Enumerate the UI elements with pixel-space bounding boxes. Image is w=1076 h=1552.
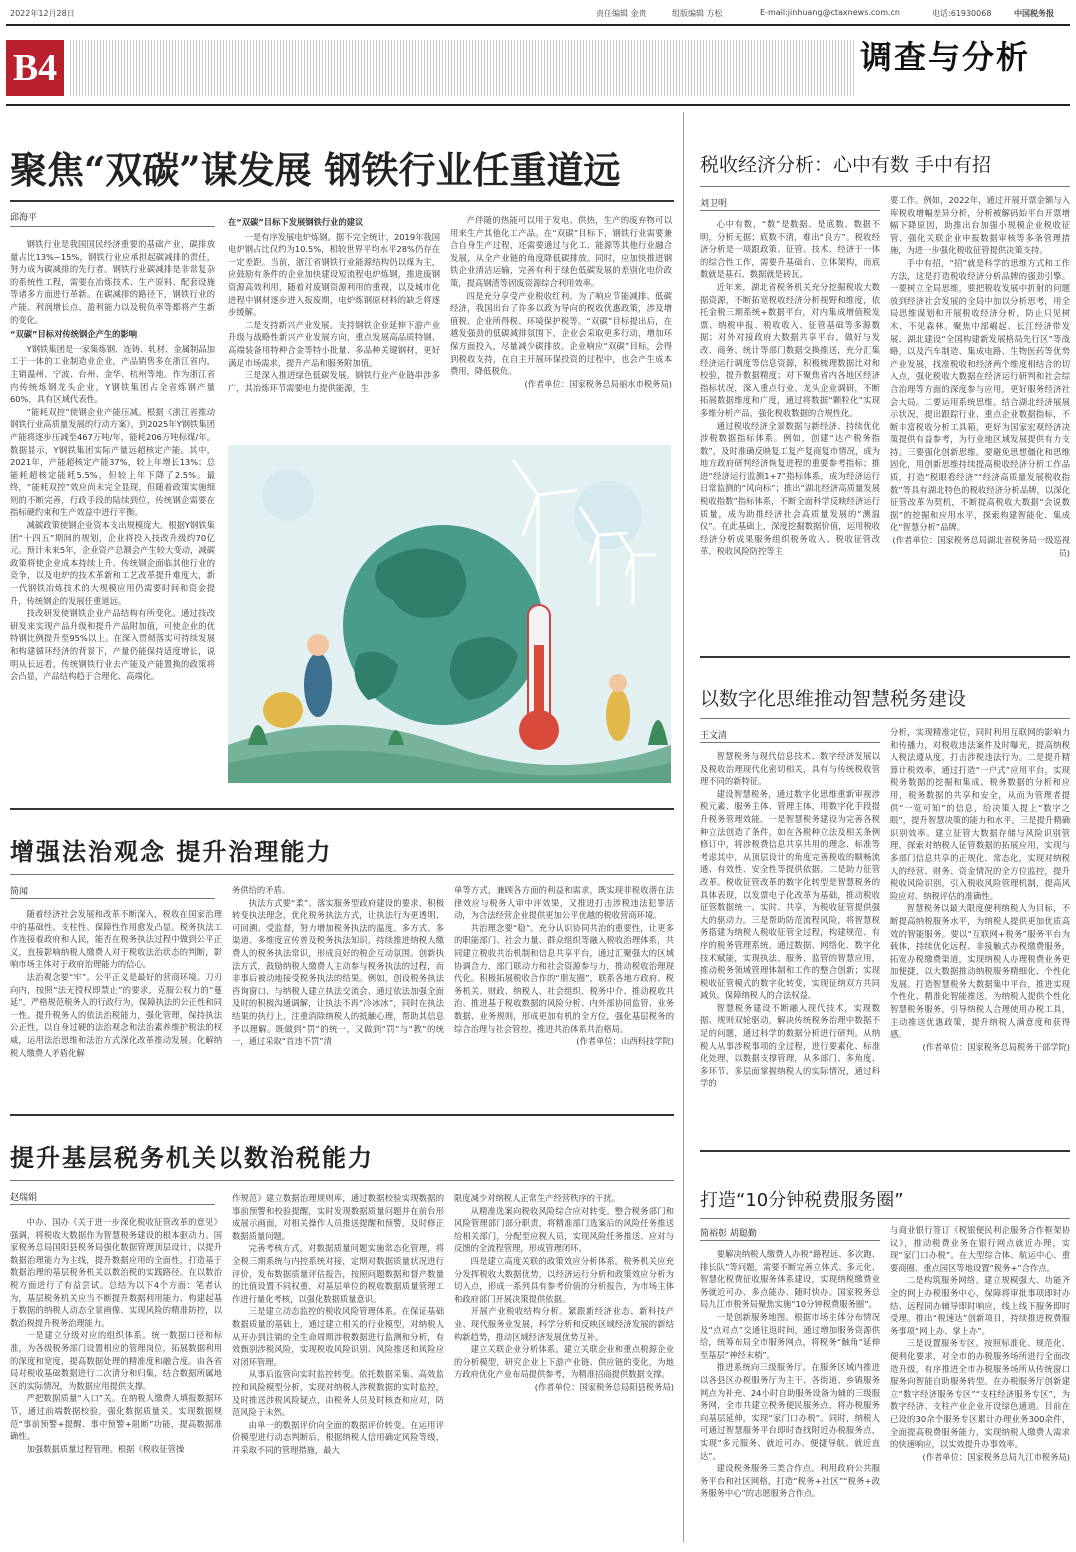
article5-author: 王文清 <box>700 731 728 741</box>
paragraph: 四是建立高度关联的政策效应分析体系。税务机关应充分发挥税收大数据优势，以经济运行分析和政策效应分析为切入点，形成一系列具有参考价值的分析报告，为市场主体和政府部门开展决策提供依据。 <box>454 1255 674 1304</box>
article6-col1 <box>700 1248 880 1546</box>
paragraph: 手中有招，“招”就是科学的思维方式和工作方法，这是打造税收经济分析品牌的强劲引擎。一要树立全局思维，要把税收发展中折射的问题放到经济社会发展的全局中加以分析思考，用全局思维谋划和开展税收经济分析，防止只见树木、不见森林。聚焦中部崛起、长江经济带发展、湖北建设“全国构建新发展格局先行区”等战略，以及汽车制造、集成电路、生物医药等优势产业发展，找准税收和经济两个维度相结合的切入点，强化税收大数据在经济运行研判和社会综合治理等方面的深度参与应用，更好服务经济社会大局。二要运用系统思维。结合湖北经济展展示状况，提出跟踪行业、重点企业数据指标，不断丰富税收分析工具箱，更好为国家宏观经济决策提供有益参考，为行业地区域发展提供有力支持。三要强化创新思维。要避免思想僵化和思维固化，用创新思维持续提高税收经济分析工作品质，打造“税眼看经济”“经济高质量发展税收指数”等具有湖北特色的税收经济分析品牌，以深化征管改革为契机，不断提高税收大数据“会说数据”的挖掘和应用水平，探索构建智能化、集成化“智慧分析”品牌。 <box>890 257 1070 533</box>
paragraph: 要工作。例如，2022年，通过开展开票金额与入库税收增幅差异分析，分析被解码始平台开票增幅下降原因，助推出台加强小规模企业税收征管、强化关联企业申报数据审核等多条管理措施，为进一步强化税收征管提供决策支持。 <box>890 195 1070 256</box>
paragraph: 从事后监管向实时监控转变。依托数据采集、高效监控和风险模型分析，实现对纳税人涉税数据的实时监控，及时推送涉税风险疑点，由税务人员及时核查和应对，防范风险于未然。 <box>232 1369 444 1418</box>
article4-title-rule <box>700 186 1070 187</box>
paragraph: 建设智慧税务，通过数字化思维重新审视涉税元素、服务主体、管理主体，用数字化手段提升税务管理效能。一是智慧税务建设为完善各税种立法创造了条件，如在各税种立法及相关条例修订中，将涉税费信息共享共用的理念、标准等考虑其中，从顶层设计的角度完善税收的顺畅流通、有效性、安全性等提供依据。二是助力征管改革。税收征管改革的数字化转型是智慧税务的具体表现，以发票电子化改革为基础，推动税收征管数据统一、实时、共享，为税收征管提供强大的驱动力。三是帮助防范流程风险，将智慧税务搭建为纳税人税收征管全过程，构建规范、有序的税务管理系统。通过数据、网络化、数字化技术赋能，实现执法、服务、监管的智慧应用，推动税务领域管理体制和工作的整合创新；实现税收征管模式的数字化转变，实现征纳双方共同减负，保障纳税人的合法权益。 <box>700 788 880 1001</box>
article3-title-rule <box>10 1180 674 1181</box>
section-rule <box>10 808 674 810</box>
author-rule <box>10 898 215 899</box>
paragraph: 作规范》建立数据治理规则库，通过数据校验实现数据的事前预警和校验提醒，实时发现数据质量问题并在前台形成展示画面，对相关操作人员推送提醒和预警，及时修正数据质量问题。 <box>232 1193 444 1241</box>
paragraph: 一是创新服务地图。根据市场主体分布情况及“点对点”交通往返时间，通过增加服务资源供给，统筹布局全市服务网点，将税务“触角”延伸至基层“神经末梢”。 <box>700 1311 880 1360</box>
column-divider <box>683 112 684 1542</box>
paragraph: Y钢铁集团是一家集炼钢、连铸、轧材、金属制品加工于一体的工业制造业企业，产品销售多在浙江省内，主销温州、宁波、台州、金华、杭州等地。作为浙江省内传统炼钢龙头企业，Y钢铁集团占全省炼钢产量60%，具有区域代表性。 <box>10 343 215 405</box>
article1-col1 <box>10 238 215 784</box>
paragraph: 智慧税务建设不断融入现代技术，实现数据、规则双轮驱动，解决传统税务治理中数据不足的问题，通过科学的数据分析进行研判。从纳税人从事涉税事项的全过程，进行要素化、标准化处理，以数据支撑管理，从多部门、多角度、多环节、多层面掌握纳税人的实际情况，通过科学的 <box>700 1002 880 1089</box>
article2-title: 增强法治观念 提升治理能力 <box>10 837 333 866</box>
article5-source: (作者单位：国家税务总局税务干部学院) <box>922 1041 1070 1052</box>
paragraph: 共治理念要“稳”。充分认识协同共治的重要性，让更多的职能部门、社会力量、群众组织等融入税收治理体系，共同建立税收共治机制和信息共享平台，通过汇聚强大的区域协调合力，部门联动力和社会资源参与力，推动税收治理现代化。积极拓展税收合作的“朋友圈”，联系各地方政府、税务机关、财政、纳税人、社会组织、税务中介、推动税收共治、推进基于税收数据的风险分析、内外部协同监管、业务数据、业务规则，形成更加有机的全方位，强化基层税务的综合治理与社会管控，推进共治体系共治格局。 <box>454 922 674 1034</box>
paragraph: “能耗双控”使钢企业产能压减。根据《浙江省推动钢铁行业高质量发展的行动方案》，到2025年Y钢铁集团产能将逐步压减至467万吨/年，能耗206万吨标煤/年。数据显示，Y钢铁集团实际产量远超核定产能。其中，2021年，产能超核定产能37%，较上年增长13%；总能耗超核定能耗5.5%，但较上年下降了2.5%。最终，“能耗双控”效应尚未完全显现，但随着政策实施细则的不断完善，行政手段的陆续到位，传统钢企需要在指标硬约束和生产效益中进行平衡。 <box>10 406 215 518</box>
header-email[interactable]: E-mail:jinhuang@ctaxnews.com.cn <box>760 8 900 17</box>
article2-col2 <box>232 884 444 1104</box>
paragraph: 单等方式，兼顾各方面的利益和需求，既实现非税收潜在法律效应与税务人审中评效果，又推进打击涉税违法犯罪活动，为合法经营企业提供更加公平优越的税收营商环境。 <box>454 885 674 921</box>
article5-col1 <box>700 750 880 1130</box>
author-rule <box>700 1240 880 1241</box>
article2-source: (作者单位：山西科技学院) <box>576 1036 674 1047</box>
paragraph: 产伴随的热能可以用于发电、供热，生产的废弃物可以用来生产其他化工产品。在“双碳”目标下，钢铁行业需要兼合自身生产过程，还需要通过与化工、能源等其他行业融合发展，从全产业链的角度降低碳排放。同时，应加快推进钢铁企业清洁运输，完善有利于绿色低碳发展的差别化电价政策，提高钢渣等固废资源综合利用效率。 <box>450 215 672 288</box>
paragraph: 推进系统向三级服务厅。在服务区域内推进以各县区办税服务厅为主干、各街道、乡镇服务网点为补充、24小时自助服务设备为辅的三级服务网，全市共建立税务便民服务点，将办税服务向基层延伸，实现“家门口办税”。同时，纳税人可通过智慧服务平台即时查找附近办税服务点，实现“多元服务、就近可办、便捷导航、就近直达”。 <box>700 1362 880 1461</box>
paragraph: 与商业银行签订《税银便民利企服务合作框架协议》，推动税费业务在银行网点就近办理，实现“家门口办税”。在大型综合体、航运中心、重要商圈、重点园区等地设置“税务+”合作点。 <box>890 1225 1070 1273</box>
header-editor: 责任编辑 金贵 <box>596 9 647 18</box>
paragraph: 通过税收经济全景数据与新经济、持续优化涉税数据指标体系。例如，创建“达产税务指数”，及时准确反映复工复产复商复市情况，成为地方政府研判经济恢复进程的重要参考指标；推进“经济运行监测1+7”指标体系，成为经济运行日常监测的“风向标”；推出“湖北经济高质量发展税收指数”指标体系，不断全面科学反映经济运行质量，成为助推经济社会高质量发展的“测温仪”。在此基础上，深度挖掘数据价值，运用税收经济分析成果服务组织税务收入、税收征管改革、税收风险防控等主 <box>700 420 880 557</box>
paragraph: 三是设置服务专区。按照标准化、规范化、便利化要求，对全市的办税服务场所进行全面改造升级，有序推进全市办税服务场所从传统窗口服务向智能自助服务转型。在办税服务厅创新建立“数字经济服务专区”“支柱经济服务专区”，为数字经济、支柱产业企业开设绿色通道。目前在已设的30余个服务专区累计办理业务300余件，全面提高税费服务能力，实现纳税人缴费人需求的快速响应，以实效提升办事效率。 <box>890 1338 1070 1450</box>
author-rule <box>10 1204 215 1205</box>
page-header <box>0 0 1076 22</box>
paragraph: 智慧税务与现代信息技术、数字经济发展以及税收治理现代化密切相关，具有与传统税收管理不同的新特征。 <box>700 751 880 787</box>
paragraph: 一是建立分级对应的组织体系。统一数据口径和标准，为各级税务部门设置相应的管理岗位，拓展数据利用的深度和宽度，提高数据处理的精准度和融合度。由各省局对税收基础数据进行二次清分和归集，结合数据所属地区的实际情况，为数据应用提供支撑。 <box>10 1330 222 1391</box>
paragraph: 建设税务服务三类合作点。利用政府公共服务平台和社区网格，打造“税务+社区”“税务+政务服务中心”的志愿服务合作点。 <box>700 1463 880 1499</box>
section-title: 调查与分析 <box>860 38 1031 76</box>
article3-col3 <box>454 1192 674 1546</box>
paragraph: 二是支持新兴产业发展。支持钢铁企业延伸下游产业升级与战略性新兴产业发展方向，重点发展高品质特钢、高端装备用特种合金等特小批量、多品种关键钢材，更好满足市场需求，提升产品和服务附加值。 <box>228 319 440 368</box>
header-paper-name: 中国税务报 <box>1014 9 1054 18</box>
article1-col3 <box>450 214 672 442</box>
section-rule <box>700 656 1070 658</box>
article4-col2 <box>890 194 1070 628</box>
paragraph: 心中有数，“数”是数据、是底数。数据不明，分析无据；底数不清，难出“良方”。税收经济分析是一项跟政策、征管、技术、经济于一体的综合性工作，需要升基础台、立体架构，而底数就是基石、数据就是砖瓦。 <box>700 219 880 280</box>
header-date: 2022年12月28日 <box>10 9 75 18</box>
header-designer: 组版编辑 方松 <box>672 9 723 18</box>
article6-title: 打造“10分钟税费服务圈” <box>700 1190 904 1211</box>
article1-source: (作者单位：国家税务总局丽水市税务局) <box>524 378 672 389</box>
article4-source: (作者单位：国家税务总局湖北省税务局一级巡视员) <box>892 535 1070 558</box>
article2-title-rule <box>10 874 674 875</box>
article1-title: 聚焦“双碳”谋发展 钢铁行业任重道远 <box>10 148 621 192</box>
article6-title-rule <box>700 1218 1070 1219</box>
paragraph: 智慧税务以最大限度便利纳税人为目标，不断提高纳税服务水平，为纳税人提供更加优质高效的智能服务。要以“互联网+税务”服务平台为载体，持续优化远程、非接触式办税缴费服务，拓宽办税缴费渠道，实现纳税人办理税费业务更加便捷，以大数据推动纳税服务精细化、个性化发展。打造智慧税务大数据集中平台，推进实现个性化、精准化智能推送，为纳税人提供个性化智慧税务服务，引导纳税人合理使用办税工具，主动推送优惠政策，提升纳税人满意度和获得感。 <box>890 903 1070 1040</box>
paragraph: 四是充分享受产业税收红利。为了响应节能减排、低碳经济，我国出台了许多以政为导向的税收优惠政策，涉及增值税、企业所得税、环境保护税等。“双碳”目标提出后，在越发强劲的低碳减排氛围下，企业会采取更多行动，增加环保方面投入，尽量减少碳排放。企业响应“双碳”目标，会得到税收支持，在自主开展环保投资的过程中，也会产生成本费用，降低税负。 <box>450 290 672 377</box>
subheading: 在“双碳”目标下发展钢铁行业的建议 <box>228 217 364 227</box>
paragraph: 近年来，湖北省税务机关充分挖掘税收大数据资源，不断拓宽税收经济分析视野和维度，依托金税三期系统+数据平台，对内集成增值税发票、纳税申报、税收收入、征管基础等多源数据；对外对接政府大数据共享平台，做好与发改、商务、统计等部门数据交换推送，充分汇集经济运行调度等信息资源，积极梳理数据比对和校验，提升数据精度；对下聚焦省内各地区经济指标状况，深入重点行业、龙头企业调研，不断拓展数据维度和广度，通过将数据“颗粒化”实现多维分析产品，强化税收数据的合规性化。 <box>700 281 880 418</box>
article6-author: 简裕彰 胡聪勤 <box>700 1229 757 1239</box>
article6-col2 <box>890 1224 1070 1546</box>
paragraph: 随着经济社会发展和改革不断深入，税收在国家治理中的基础性、支柱性、保障性作用愈发凸显。税务执法工作连接着政府和人民，能否在税务执法过程中做到公平正义，直接影响纳税人缴费人对于税收法治状态的判断，影响市场主体对于政府治理能力的信心。 <box>10 909 222 970</box>
author-rule <box>700 742 880 743</box>
article5-title-rule <box>700 718 1070 719</box>
paragraph: 严把数据质量“入口”关。在纳税人缴费人填报数据环节，通过前端数据校验，强化数据质量关。实现数据规范“事前预警+提醒、事中预警+阻断”功能，提高数据准确性。 <box>10 1393 222 1442</box>
article1-author: 邱海平 <box>10 213 38 223</box>
author-rule <box>700 210 880 211</box>
paragraph: 加强数据质量过程管理。根据《税收征管操 <box>26 1443 185 1454</box>
paragraph: 技改研发使钢铁企业产品结构有所变化。通过技改研发来实现产品升级和提升产品附加值，可使企业的优特钢比例提升至95%以上。在深入贯彻落实可持续发展和构建循环经济的背景下，产量仍能保持适度增长，说明从长远看，传统钢铁行业去产能及产能置换的政策将会凸显，产品结构趋于合理化、高端化。 <box>10 608 215 682</box>
paragraph: 由单一的数据评价向全面的数据评价转变。在运用评价模型进行动态判断后，根据纳税人信用确定风险等级，并采取不同的管理措施，最大 <box>232 1419 444 1455</box>
paragraph: 分析，实现精准定位，同时利用互联网的影响力和传播力，对税收违法案件及时曝光，提高纳税人税法遵从度，打击涉税违法行为。二是提升精算计税效率，通过打造“一户式”应用平台，实现税务数据的挖掘和集成、税务数据的分析和应用，税务数据的共享和安全，从而为管理者提供“一览可知”的信息，给决策人提上“数字之眼”，提升智慧决策的能力和水平。三是提升精确识别效率。建立征管大数据存储与风险识别管理，探索对纳税人征管数据的拓展应用，实现与多部门信息共享的正规化、常态化，实现对纳税人的经营、财务、资金情况的全方位监控，提升税收风险识别，引入税收风险管理机制，提高风险应对、纳税评估的准确性。 <box>890 727 1070 901</box>
header-phone: 电话:61930068 <box>932 9 992 18</box>
article3-title: 提升基层税务机关以数治税能力 <box>10 1143 374 1172</box>
masthead-hatch <box>70 40 855 96</box>
article3-source: (作者单位：国家税务总局阳县税务局) <box>534 1381 674 1392</box>
page-number: B4 <box>6 40 64 96</box>
paragraph: 限度减少对纳税人正常生产经营秩序的干扰。 <box>454 1193 620 1203</box>
paragraph: 二是构筑服务网络。建立规模强大、功能齐全的网上办税服务中心，保障将审批事项即时办结、远程同办辅导即时响应，线上线下服务即时受理。推出“税速达”创新项目，持续推进税费服务事项“网上办、掌上办”。 <box>890 1275 1070 1336</box>
article5-col2 <box>890 726 1070 1130</box>
paragraph: 完善考核方式。对数据质量问题实施常态化管理，将全税三期系统与内控系统对接，定期对数据质量状况进行评价，发布数据质量评估报告，按照问题数据和督产数量的比值设置不同权重，对基层单位的税收数据质量管理工作进行量化考核，以强化数据质量意识。 <box>232 1243 444 1304</box>
article6-source: (作者单位：国家税务总局九江市税务局) <box>922 1451 1070 1462</box>
paragraph: 中办、国办《关于进一步深化税收征管改革的意见》强调，将税收大数据作为智慧税务建设的根本驱动力。国家税务总局国阳县税务局强化数据管理顶层设计，以提升数据治理能力为主线，提升数据应用的全面性，打造基于数据治理的基层税务机关以数治税的实践路径。在以数治税方面进行了有益尝试。总结为以下4个方面：笔者认为，基层税务机关应当不断提升数据利用能力、构建起基于数据的纳税人动态全景画像、实现风险的精准防控，以数治税提升税务治理能力。 <box>10 1217 222 1328</box>
article4-title: 税收经济分析：心中有数 手中有招 <box>700 154 992 176</box>
paragraph: 建立关联企业分析体系。建立关联企业和重点税源企业的分析模型，研究企业上下游产业链、供应链的变化，为地方政府优化产业布局提供参考，为精准招商提供数据支撑。 <box>454 1344 674 1380</box>
article2-col3 <box>454 884 674 1104</box>
paragraph: 开展产业税收结构分析。紧跟新经济业态、新科技产业、现代服务业发展，科学分析和反映区域经济发展的新结构新趋势，推动区域经济发展优势互补。 <box>454 1306 674 1342</box>
article4-author: 刘卫明 <box>700 199 728 209</box>
paragraph: 执法方式要“柔”。落实服务型政府建设的要求，积极转变执法理念，优化税务执法方式，让执法行为更透明、可回溯、受监督，努力增加税务执法的温度。多方式、多渠道、多维度宣传普及税务执法知识，持续推进纳税人缴费人的税务执法常识，形成良好的税企互动氛围。创新执法方式，鼓励纳税人缴费人主动参与税务执法的过程，而非事后被动地接受税务执法的结果。例如，创设税务执法咨询窗口、与纳税人建立执法交流会、通过依法加强全面及时的积极沟通调解，让执法不再“冷冰冰”，同时在执法结果的执行上，注重消除纳税人的抵触心理，帮助其信息予以理解。既做到“罚”的统一，又做到“罚”与“教”的统一，通过采取“首违不罚”清 <box>232 897 444 1047</box>
paragraph: 三是深入推进绿色低碳发展。钢铁行业产业链串涉多广，其冶炼环节需要电力提供能源，生 <box>228 370 440 393</box>
paragraph: 钢铁行业是我国国民经济重要的基础产业，碳排放量占比13%~15%，钢铁行业应承担起碳减排的责任，努力成为碳减排的先行者。钢铁行业碳减排是非常复杂的系统性工程，需要在冶炼技术、生产原料、配套设施等诸多方面进行革新。在碳减排的路径下，钢铁行业的产能、利润增长点、盈利能力以及税负率等都将产生新的变化。 <box>10 239 215 325</box>
paragraph: 三是建立动态监控的税收风险管理体系。在保证基础数据质量的基础上，通过建立相关的行业模型，对纳税人从开办到注销的全生命周期涉税数据进行监测和分析，有效甄别涉税风险，实现税收风险识别、风险推送和风险应对闭环管理。 <box>232 1306 444 1367</box>
article3-col1 <box>10 1216 222 1546</box>
section-rule <box>700 1150 1070 1152</box>
paragraph: 一是有序发展电炉炼钢。据不完全统计，2019年我国电炉钢占比仅约为10.5%，相较世界平均水平28%仍存在一定差距。当前，浙江省钢铁行业能源结构仍以煤为主，应鼓励有条件的企业加快建设短流程电炉炼钢，推进废钢资源高效利用，随着对废钢资源利用的重视，以及城市化进程中钢材逐步进入报废期，电炉炼钢原材料的缺乏将逐步缓解。 <box>228 231 440 318</box>
article3-author: 赵瑞娟 <box>10 1193 38 1203</box>
subheading: “双碳”目标对传统钢企产生的影响 <box>10 329 138 340</box>
article2-col1 <box>10 908 222 1104</box>
header-rule <box>6 24 1070 26</box>
article2-author: 简闻 <box>10 887 29 897</box>
earth-wind-turbine-graphic <box>228 445 671 783</box>
section-rule <box>10 1114 674 1116</box>
illustration-green-earth <box>228 445 671 783</box>
article1-title-rule <box>10 200 674 202</box>
article3-col2 <box>232 1192 444 1546</box>
article1-col2 <box>228 214 440 442</box>
article4-col1 <box>700 218 880 628</box>
author-rule <box>10 226 215 227</box>
masthead-rule <box>6 104 1070 106</box>
article5-title: 以数字化思维推动智慧税务建设 <box>700 688 967 710</box>
paragraph: 要解决纳税人缴费人办税“路程远、多次跑、排长队”等问题，需要不断完善立体式、多元化、智慧化税费征收服务体系建设，实现纳税缴费业务就近可办、多点能办、随时快办。国家税务总局九江市税务局聚焦实施“10分钟税费服务圈”。 <box>700 1249 880 1310</box>
paragraph: 法治观念要“牢”。公平正义是最好的营商环境。刀刃向内，按照“法无授权即禁止”的要求，克服公权力的“蔓延”，严格规范税务人的行政行为，保障执法的公正性和同一性。提升税务人的依法治税能力，强化管理，保持执法公正性，以自身过硬的法治观念和法治素养维护税法的权威，运用法治思维和法治方式深化改革推动发展、化解纳税人缴费人矛盾化解 <box>10 971 222 1058</box>
paragraph: 减碳政策使钢企业资本支出规模庞大。根据Y钢铁集团“十四五”期间的规划，企业将投入技改升级约70亿元。预计未来5年，企业资产总额会产生较大变动，减碳政策将使企业成本持续上升。传统钢企面临其他行业的竞争，以及电炉的技术革新和工艺改革提升难度大，新一代钢铁冶炼技术的大规模应用仍需要时间和资金提升，传统钢企的发展任重道远。 <box>10 520 215 606</box>
paragraph: 务供给的矛盾。 <box>232 885 291 895</box>
paragraph: 从精准选案向税收风险综合应对转变。整合税务部门和风险管理部门部分职责，将精准部门选案后的风险任务推送给相关部门，分配至应税人员，实现风险任务推送、应对与反馈的全流程管理，形成管理闭环。 <box>454 1205 674 1254</box>
